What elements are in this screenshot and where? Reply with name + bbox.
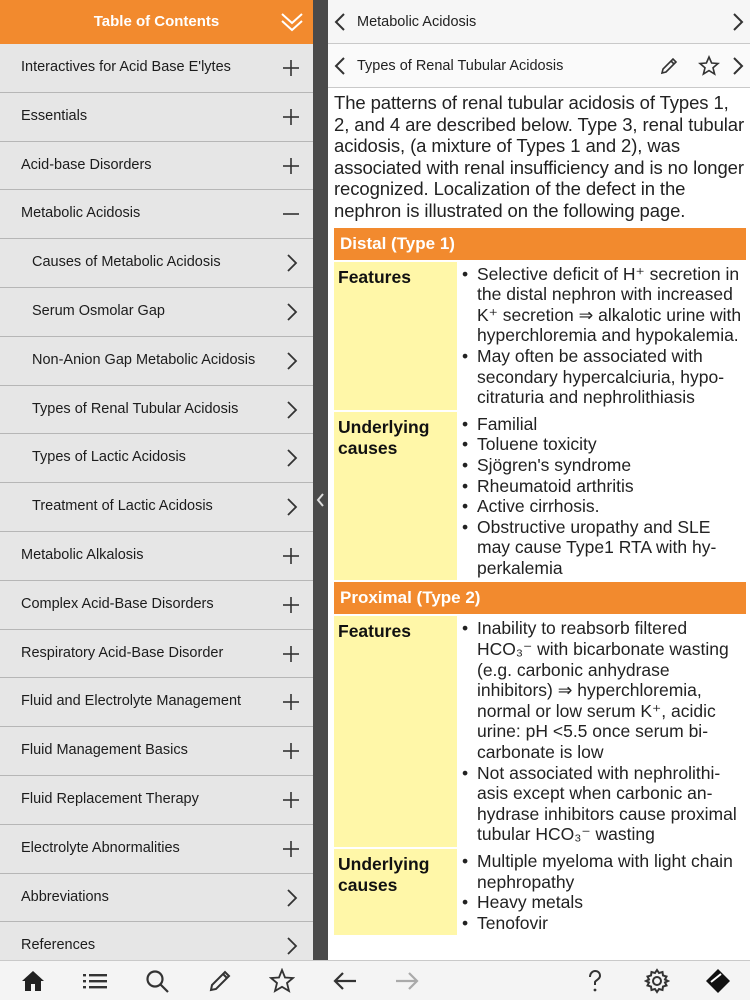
- table-of-contents-panel: [0, 0, 313, 960]
- toc-item[interactable]: [0, 386, 313, 435]
- expand-plus-icon[interactable]: [279, 690, 303, 714]
- back-chevron-icon[interactable]: [330, 11, 352, 33]
- list-item: • Selective deficit of H⁺ secretion in the distal nephron with increased K⁺ secretion ⇒ alkalotic urine with hyperchloremia and hypokalemia.: [457, 264, 744, 346]
- expand-plus-icon[interactable]: [279, 56, 303, 80]
- list-item: • Rheumatoid arthritis: [457, 476, 744, 497]
- list-item: • Obstructive uropathy and SLE may cause Type1 RTA with hyperkalemia: [457, 517, 744, 579]
- expand-plus-icon[interactable]: [279, 105, 303, 129]
- toc-item[interactable]: [0, 678, 313, 727]
- table-row: [334, 412, 746, 583]
- toc-item[interactable]: [0, 532, 313, 581]
- back-arrow-icon[interactable]: [332, 968, 358, 994]
- parent-navbar[interactable]: [328, 0, 750, 44]
- row-body: [457, 412, 746, 581]
- expand-plus-icon[interactable]: [279, 788, 303, 812]
- toc-item-label: Acid-base Disorders: [21, 156, 152, 173]
- toc-item-label: Respiratory Acid-Base Disorder: [21, 644, 224, 661]
- current-navbar: [328, 44, 750, 88]
- table-row: [334, 262, 746, 412]
- toc-item-label: Metabolic Alkalosis: [21, 546, 144, 563]
- section-heading: Distal (Type 1): [334, 228, 746, 260]
- toc-item-label: Non-Anion Gap Metabolic Acidosis: [32, 351, 256, 368]
- toc-item-label: Fluid and Electrolyte Management: [21, 693, 242, 710]
- back-chevron-icon[interactable]: [330, 55, 352, 77]
- forward-chevron-icon[interactable]: [726, 11, 748, 33]
- expand-plus-icon[interactable]: [279, 154, 303, 178]
- list-item: • Sjögren's syndrome: [457, 455, 744, 476]
- gear-icon[interactable]: [644, 968, 670, 994]
- article-body: [328, 88, 750, 937]
- toc-item[interactable]: [0, 190, 313, 239]
- list-item: • Heavy metals: [457, 892, 744, 913]
- chevron-right-icon[interactable]: [279, 251, 303, 275]
- toc-item-label: Serum Osmolar Gap: [32, 302, 165, 319]
- toc-item[interactable]: [0, 874, 313, 923]
- panel-divider[interactable]: [313, 0, 328, 960]
- toc-item-label: Types of Lactic Acidosis: [32, 449, 186, 466]
- toc-item-label: Fluid Management Basics: [21, 742, 188, 759]
- toc-item-label: Causes of Metabolic Acidosis: [32, 254, 221, 271]
- list-item: • Inability to reabsorb filtered HCO₃⁻ with bicarbonate wasting (e.g. carbonic anhydrase inhibitors) ⇒ hyperchloremia, normal or low serum K⁺, acidic urine: pH <5.5 once serum bicarbonate is low: [457, 618, 744, 762]
- toc-item[interactable]: [0, 922, 313, 960]
- chevron-right-icon[interactable]: [279, 300, 303, 324]
- row-label: Features: [334, 616, 457, 847]
- chevron-right-icon[interactable]: [279, 349, 303, 373]
- expand-plus-icon[interactable]: [279, 544, 303, 568]
- parent-section-title[interactable]: Metabolic Acidosis: [357, 14, 477, 30]
- pencil-icon[interactable]: [207, 968, 233, 994]
- toc-item-label: Abbreviations: [21, 888, 109, 905]
- toc-item-label: Essentials: [21, 107, 88, 124]
- content-pane: [328, 0, 750, 960]
- toc-item-label: Types of Renal Tubular Acidosis: [32, 400, 239, 417]
- toc-item[interactable]: [0, 142, 313, 191]
- toc-item-label: Fluid Replacement Therapy: [21, 790, 199, 807]
- chevron-right-icon[interactable]: [279, 446, 303, 470]
- list-item: • Toluene toxicity: [457, 434, 744, 455]
- toc-item[interactable]: [0, 825, 313, 874]
- row-label: Underlying causes: [334, 412, 457, 581]
- toc-item[interactable]: [0, 776, 313, 825]
- list-item: • Multiple myeloma with light chain nephropathy: [457, 851, 744, 892]
- bullet-list: [457, 851, 744, 933]
- list-item: • Tenofovir: [457, 913, 744, 934]
- row-label: Underlying causes: [334, 849, 457, 935]
- bullet-list: [457, 414, 744, 579]
- toc-item[interactable]: [0, 483, 313, 532]
- table-row: [334, 849, 746, 937]
- toc-title: Table of Contents: [93, 13, 220, 30]
- toc-item[interactable]: [0, 93, 313, 142]
- list-item: • May often be associated with secondary hypercalciuria, hypocitraturia and nephrolithiasis: [457, 346, 744, 408]
- row-body: [457, 616, 746, 847]
- toc-item[interactable]: [0, 630, 313, 679]
- bullet-list: [457, 264, 744, 408]
- current-page-title: Types of Renal Tubular Acidosis: [357, 58, 564, 74]
- toc-item-label: Complex Acid-Base Disorders: [21, 595, 214, 612]
- toc-list: [0, 44, 313, 960]
- toc-item-label: Electrolyte Abnormalities: [21, 839, 180, 856]
- expand-plus-icon[interactable]: [279, 642, 303, 666]
- list-icon[interactable]: [82, 968, 108, 994]
- collapse-minus-icon[interactable]: [279, 202, 303, 226]
- forward-arrow-icon[interactable]: [394, 968, 420, 994]
- list-item: • Not associated with nephrolithiasis except when carbonic anhydrase inhibitors cause proximal tubular HCO₃⁻ wasting: [457, 763, 744, 845]
- table-row: [334, 616, 746, 849]
- toc-item[interactable]: [0, 337, 313, 386]
- home-icon[interactable]: [20, 968, 46, 994]
- chevron-right-icon[interactable]: [279, 495, 303, 519]
- collapse-sidebar-chevron-icon[interactable]: [315, 490, 326, 510]
- row-body: [457, 849, 746, 935]
- chevron-right-icon[interactable]: [279, 398, 303, 422]
- bottom-toolbar: [0, 960, 750, 1000]
- tag-icon[interactable]: [705, 968, 731, 994]
- star-icon[interactable]: [698, 55, 720, 77]
- collapse-chevrons-icon[interactable]: [279, 10, 305, 34]
- pencil-icon[interactable]: [658, 55, 680, 77]
- forward-chevron-icon[interactable]: [726, 55, 748, 77]
- toc-item[interactable]: [0, 434, 313, 483]
- toc-item[interactable]: [0, 44, 313, 93]
- help-icon[interactable]: [582, 968, 608, 994]
- rta-sections: [334, 228, 746, 938]
- list-item: • Familial: [457, 414, 744, 435]
- toc-item[interactable]: [0, 581, 313, 630]
- search-icon[interactable]: [144, 968, 170, 994]
- chevron-right-icon[interactable]: [279, 886, 303, 910]
- toc-item-label: References: [21, 937, 96, 954]
- bullet-list: [457, 618, 744, 845]
- toc-item[interactable]: [0, 727, 313, 776]
- toc-item[interactable]: [0, 239, 313, 288]
- expand-plus-icon[interactable]: [279, 593, 303, 617]
- toc-item-label: Metabolic Acidosis: [21, 205, 141, 222]
- toc-item[interactable]: [0, 288, 313, 337]
- list-item: • Active cirrhosis.: [457, 496, 744, 517]
- row-label: Features: [334, 262, 457, 410]
- star-icon[interactable]: [269, 968, 295, 994]
- toc-header: [0, 0, 313, 44]
- row-body: [457, 262, 746, 410]
- expand-plus-icon[interactable]: [279, 837, 303, 861]
- intro-paragraph: The patterns of renal tubular acidosis of Types 1, 2, and 4 are described below. Type 3, renal tubular acidosis, (a mixture of Types 1 and 2), was associated with renal insufficiency and is no longer recognized. Localization of the defect in the nephron is illustrated on the following page.: [334, 92, 745, 221]
- toc-item-label: Treatment of Lactic Acidosis: [32, 498, 213, 515]
- section-heading: Proximal (Type 2): [334, 582, 746, 614]
- expand-plus-icon[interactable]: [279, 739, 303, 763]
- toc-item-label: Interactives for Acid Base E'lytes: [21, 59, 231, 75]
- chevron-right-icon[interactable]: [279, 934, 303, 958]
